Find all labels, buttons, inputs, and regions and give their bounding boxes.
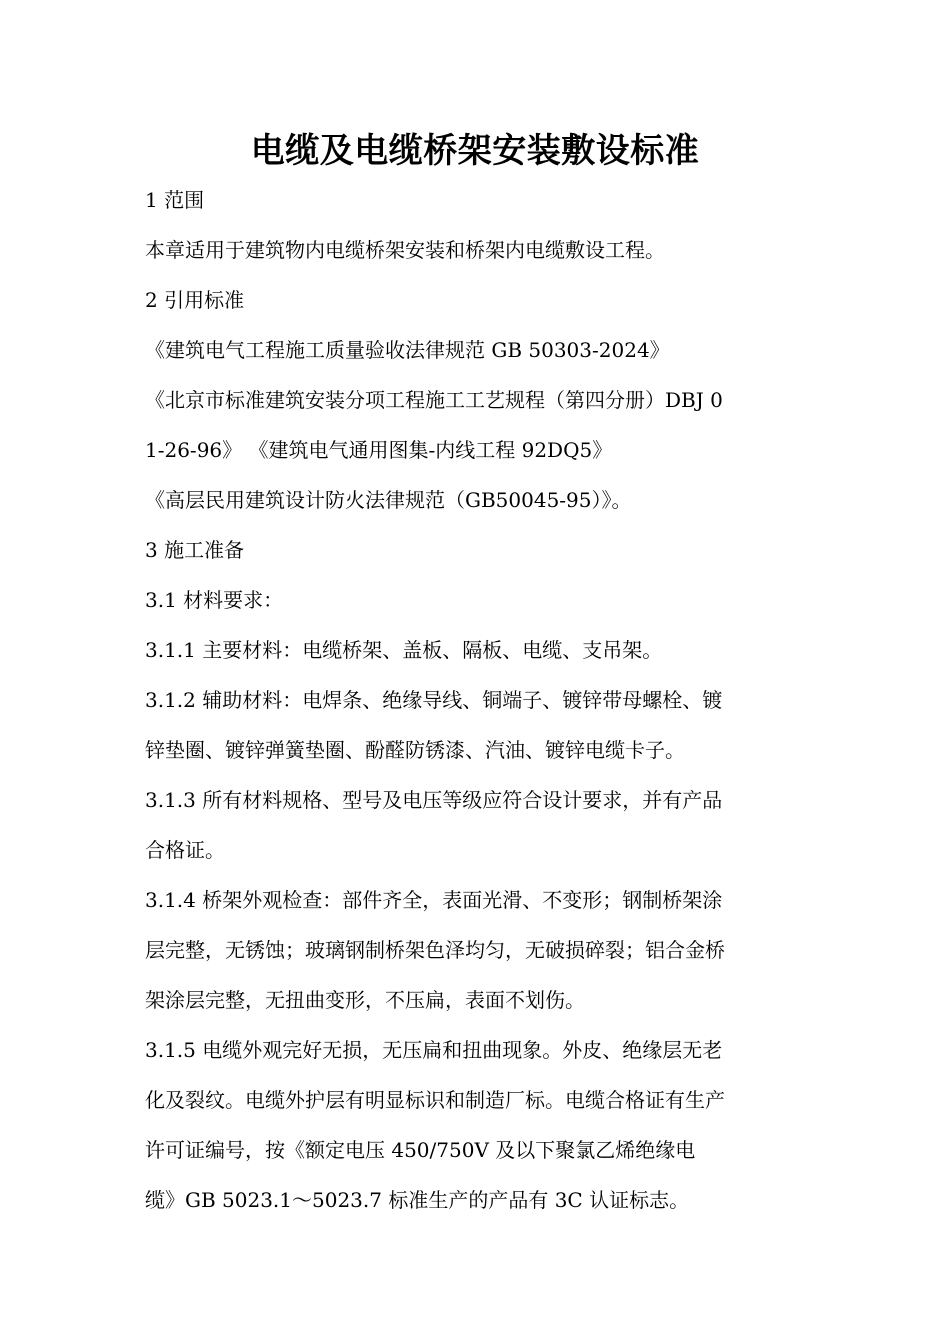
paragraph-line: 《建筑电气工程施工质量验收法律规范 GB 50303-2024》: [145, 338, 670, 362]
paragraph-line: 本章适用于建筑物内电缆桥架安装和桥架内电缆敷设工程。: [145, 238, 665, 262]
section-heading-references: 2 引用标准: [145, 288, 245, 312]
paragraph-line: 1-26-96》 《建筑电气通用图集-内线工程 92DQ5》: [145, 438, 613, 462]
section-heading-scope: 1 范围: [145, 188, 205, 212]
paragraph-line: 3.1.1 主要材料：电缆桥架、盖板、隔板、电缆、支吊架。: [145, 638, 663, 662]
paragraph-line: 3.1.5 电缆外观完好无损，无压扁和扭曲现象。外皮、绝缘层无老: [145, 1038, 723, 1062]
paragraph-line: 化及裂纹。电缆外护层有明显标识和制造厂标。电缆合格证有生产: [145, 1088, 725, 1112]
paragraph-line: 合格证。: [145, 838, 225, 862]
subsection-heading-materials: 3.1 材料要求：: [145, 588, 284, 612]
paragraph-line: 3.1.2 辅助材料：电焊条、绝缘导线、铜端子、镀锌带母螺栓、镀: [145, 688, 723, 712]
paragraph-line: 《北京市标准建筑安装分项工程施工工艺规程（第四分册）DBJ 0: [145, 388, 723, 412]
paragraph-line: 3.1.3 所有材料规格、型号及电压等级应符合设计要求，并有产品: [145, 788, 723, 812]
paragraph-line: 缆》GB 5023.1～5023.7 标准生产的产品有 3C 认证标志。: [145, 1188, 690, 1212]
document-title: 电缆及电缆桥架安装敷设标准: [250, 131, 700, 171]
paragraph-line: 许可证编号，按《额定电压 450/750V 及以下聚氯乙烯绝缘电: [145, 1138, 696, 1162]
paragraph-line: 《高层民用建筑设计防火法律规范（GB50045-95）》。: [145, 488, 632, 512]
section-heading-preparation: 3 施工准备: [145, 538, 245, 562]
paragraph-line: 架涂层完整，无扭曲变形，不压扁，表面不划伤。: [145, 988, 585, 1012]
paragraph-line: 层完整，无锈蚀；玻璃钢制桥架色泽均匀，无破损碎裂；铝合金桥: [145, 938, 725, 962]
paragraph-line: 3.1.4 桥架外观检查：部件齐全，表面光滑、不变形；钢制桥架涂: [145, 888, 723, 912]
paragraph-line: 锌垫圈、镀锌弹簧垫圈、酚醛防锈漆、汽油、镀锌电缆卡子。: [145, 738, 685, 762]
